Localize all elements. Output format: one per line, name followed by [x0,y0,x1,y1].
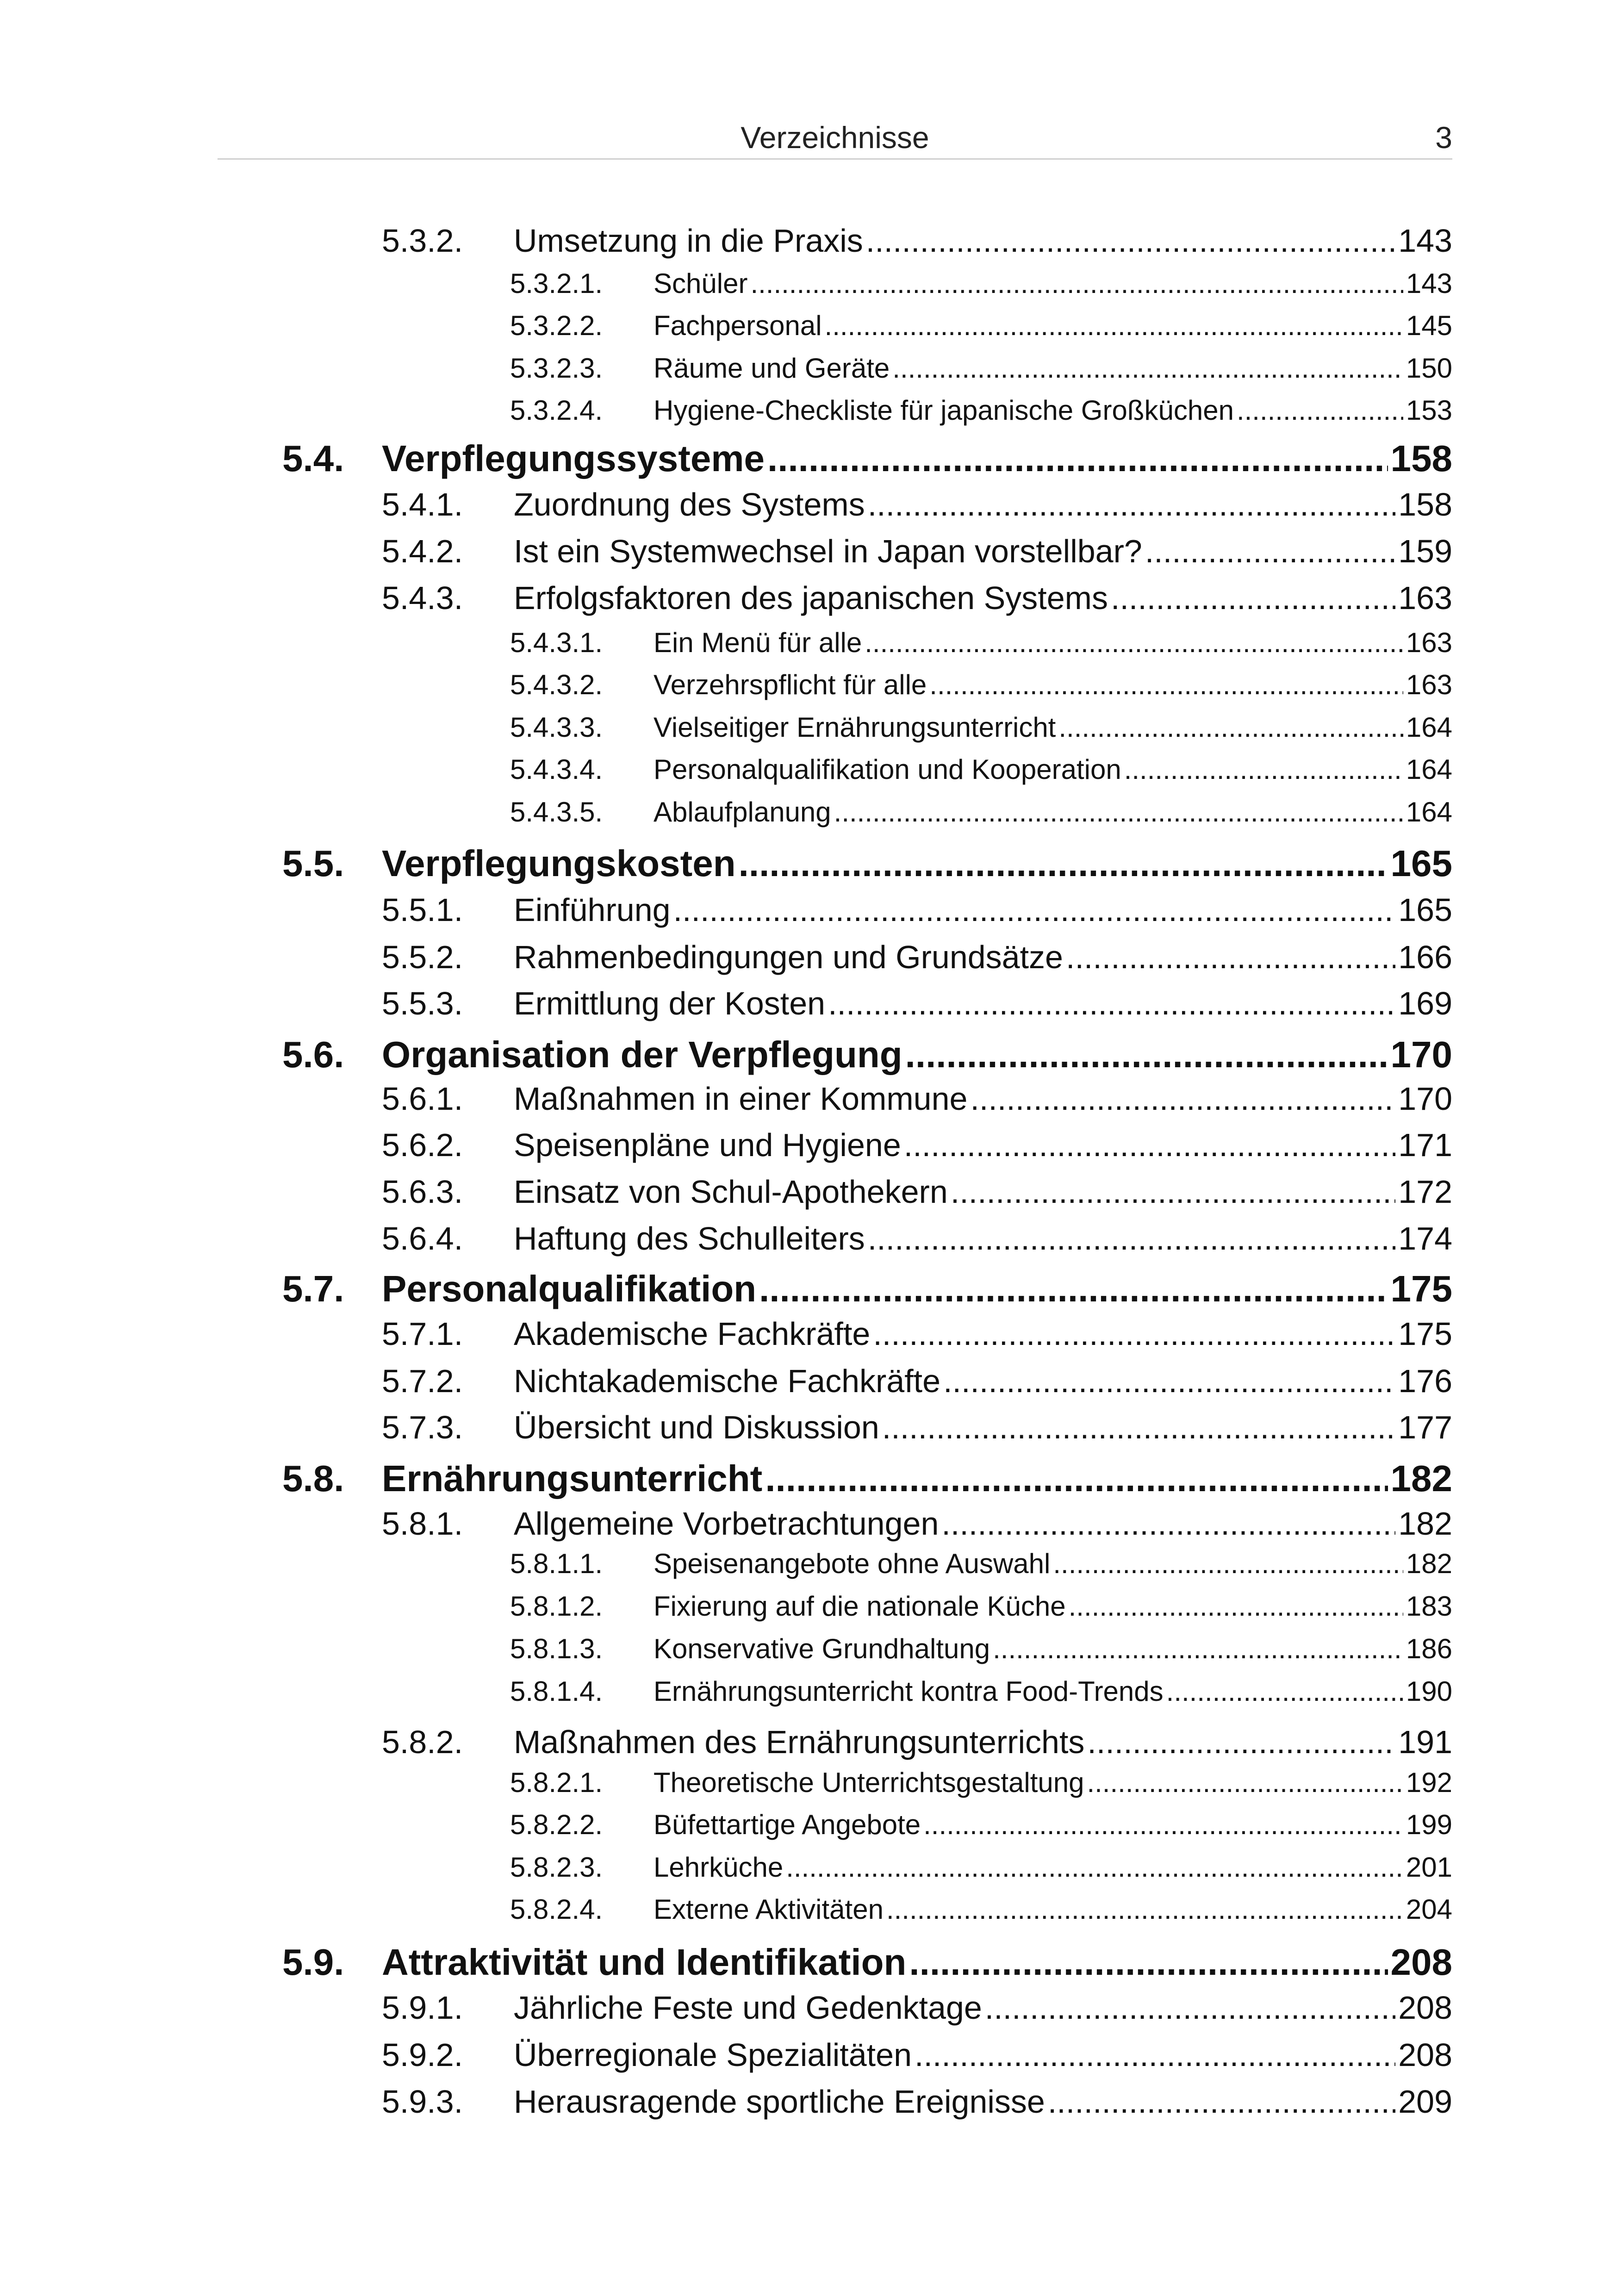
dot-leader [929,669,1403,701]
toc-entry-page: 166 [1398,939,1452,975]
toc-entry-level-3[interactable] [510,1675,1452,1712]
dot-leader [1069,1590,1403,1622]
toc-entry-page: 163 [1398,580,1452,616]
toc-entry-title: Lehrküche [653,1852,784,1883]
toc-entry-title: Akademische Fachkräfte [514,1316,871,1352]
toc-entry-page: 170 [1390,1034,1452,1075]
toc-entry-title: Ist ein Systemwechsel in Japan vorstellbar? [514,533,1142,569]
toc-entry-number: 5.8.2. [382,1724,463,1760]
toc-entry-page: 163 [1406,669,1452,700]
toc-entry-number: 5.9. [282,1941,344,1983]
toc-entry-level-3[interactable] [510,711,1452,748]
toc-entry-level-3[interactable] [510,268,1452,305]
toc-entry-title: Vielseitiger Ernährungsunterricht [653,712,1056,743]
toc-entry-title: Ablaufplanung [653,796,831,828]
toc-entry-number: 5.4.3.1. [510,627,603,658]
toc-entry-level-3[interactable] [510,1809,1452,1846]
toc-entry-number: 5.4.3.3. [510,712,603,743]
dot-leader [915,2036,1395,2073]
toc-entry-page: 209 [1398,2084,1452,2120]
toc-entry-level-3[interactable] [510,669,1452,706]
toc-entry-number: 5.3.2. [382,223,463,259]
toc-entry-level-2[interactable] [382,2036,1452,2078]
toc-entry-page: 158 [1390,438,1452,479]
toc-entry-title: Fixierung auf die nationale Küche [653,1591,1066,1622]
toc-entry-title: Erfolgsfaktoren des japanischen Systems [514,580,1108,616]
dot-leader [904,1126,1395,1164]
toc-entry-number: 5.5.1. [382,892,463,928]
toc-entry-page: 201 [1406,1852,1452,1883]
toc-entry-page: 164 [1406,754,1452,785]
toc-entry-title: Verzehrspflicht für alle [653,669,927,700]
toc-entry-title: Maßnahmen in einer Kommune [514,1081,968,1117]
toc-entry-page: 182 [1398,1506,1452,1542]
toc-entry-page: 163 [1406,627,1452,658]
page-number: 3 [1435,120,1452,155]
dot-leader [1111,579,1395,616]
toc-entry-level-3[interactable] [510,1548,1452,1585]
dot-leader [873,1315,1395,1352]
toc-entry-title: Maßnahmen des Ernährungsunterrichts [514,1724,1085,1760]
dot-leader [759,1268,1388,1310]
toc-entry-number: 5.4.2. [382,533,463,569]
toc-entry-title: Einsatz von Schul-Apothekern [514,1174,948,1210]
toc-entry-level-1[interactable] [282,1941,1452,1987]
toc-entry-number: 5.6.2. [382,1127,463,1163]
toc-entry-title: Ermittlung der Kosten [514,985,826,1021]
toc-entry-number: 5.7.2. [382,1363,463,1399]
toc-entry-level-3[interactable] [510,1590,1452,1627]
dot-leader [1048,2083,1395,2120]
toc-entry-page: 204 [1406,1894,1452,1925]
dot-leader [739,842,1388,885]
toc-entry-level-1[interactable] [282,842,1452,889]
toc-entry-title: Verpflegungskosten [382,843,736,884]
toc-entry-page: 192 [1406,1767,1452,1798]
toc-entry-page: 171 [1398,1127,1452,1163]
toc-entry-title: Umsetzung in die Praxis [514,223,863,259]
dot-leader [868,486,1395,523]
toc-entry-page: 150 [1406,353,1452,384]
dot-leader [943,1363,1395,1400]
toc-entry-level-3[interactable] [510,627,1452,664]
toc-entry-page: 158 [1398,486,1452,523]
dot-leader [825,310,1403,342]
toc-entry-page: 175 [1398,1316,1452,1352]
dot-leader [834,796,1403,828]
dot-leader [1145,533,1395,570]
dot-leader [765,1457,1388,1500]
toc-entry-page: 175 [1390,1268,1452,1309]
toc-entry-title: Speisenpläne und Hygiene [514,1127,901,1163]
toc-entry-title: Räume und Geräte [653,353,890,384]
toc-entry-title: Theoretische Unterrichtsgestaltung [653,1767,1084,1798]
toc-entry-number: 5.7.1. [382,1316,463,1352]
toc-entry-title: Übersicht und Diskussion [514,1409,879,1445]
toc-entry-level-2[interactable] [382,1363,1452,1404]
toc-entry-level-2[interactable] [382,1080,1452,1122]
toc-entry-number: 5.5.3. [382,985,463,1021]
toc-entry-title: Allgemeine Vorbetrachtungen [514,1506,939,1542]
toc-entry-page: 169 [1398,985,1452,1021]
toc-entry-number: 5.8.1. [382,1506,463,1542]
toc-entry-level-3[interactable] [510,796,1452,833]
toc-entry-level-2[interactable] [382,1505,1452,1547]
toc-entry-number: 5.3.2.1. [510,268,603,299]
toc-entry-level-3[interactable] [510,352,1452,389]
toc-entry-level-2[interactable] [382,579,1452,621]
toc-entry-title: Hygiene-Checkliste für japanische Großküchen [653,395,1234,426]
running-header [218,117,1452,160]
dot-leader [941,1505,1395,1542]
toc-entry-number: 5.8.2.2. [510,1809,603,1840]
toc-entry-page: 182 [1390,1458,1452,1499]
toc-entry-title: Verpflegungssysteme [382,438,765,479]
toc-entry-title: Überregionale Spezialitäten [514,2037,912,2073]
toc-entry-number: 5.5.2. [382,939,463,975]
toc-entry-number: 5.6.1. [382,1081,463,1117]
toc-entry-page: 176 [1398,1363,1452,1399]
toc-entry-number: 5.6. [282,1034,344,1075]
dot-leader [868,1220,1395,1257]
toc-entry-number: 5.4.3.2. [510,669,603,700]
toc-entry-title: Haftung des Schulleiters [514,1220,865,1257]
toc-entry-title: Rahmenbedingungen und Grundsätze [514,939,1063,975]
toc-entry-number: 5.4.3.5. [510,796,603,828]
toc-entry-level-3[interactable] [510,1851,1452,1888]
toc-entry-number: 5.5. [282,843,344,884]
toc-entry-level-2[interactable] [382,1724,1452,1765]
toc-entry-number: 5.4.1. [382,486,463,523]
toc-entry-title: Ein Menü für alle [653,627,862,658]
dot-leader [970,1080,1395,1117]
toc-entry-title: Schüler [653,268,748,299]
dot-leader [886,1893,1403,1925]
toc-entry-page: 186 [1406,1633,1452,1664]
dot-leader [1237,394,1403,426]
dot-leader [1053,1548,1403,1580]
dot-leader [1066,939,1395,976]
dot-leader [993,1633,1403,1665]
toc-entry-page: 170 [1398,1081,1452,1117]
toc-entry-page: 208 [1390,1941,1452,1983]
toc-entry-number: 5.9.3. [382,2084,463,2120]
toc-entry-page: 145 [1406,310,1452,341]
dot-leader [909,1941,1388,1984]
toc-entry-title: Ernährungsunterricht kontra Food-Trends [653,1676,1164,1707]
dot-leader [892,352,1403,384]
toc-entry-level-3[interactable] [510,310,1452,347]
dot-leader [951,1173,1395,1210]
toc-entry-title: Jährliche Feste und Gedenktage [514,1990,982,2026]
toc-entry-level-3[interactable] [510,1767,1452,1804]
toc-entry-page: 172 [1398,1174,1452,1210]
toc-entry-number: 5.9.1. [382,1990,463,2026]
dot-leader [1087,1767,1403,1798]
toc-entry-level-3[interactable] [510,753,1452,790]
toc-entry-page: 153 [1406,395,1452,426]
toc-entry-number: 5.3.2.4. [510,395,603,426]
toc-entry-level-1[interactable] [282,1268,1452,1314]
toc-entry-level-2[interactable] [382,222,1452,264]
toc-entry-level-2[interactable] [382,2083,1452,2125]
toc-entry-level-2[interactable] [382,1315,1452,1357]
toc-entry-number: 5.8.2.4. [510,1894,603,1925]
dot-leader [905,1033,1388,1076]
toc-entry-title: Nichtakademische Fachkräfte [514,1363,941,1399]
toc-entry-number: 5.7. [282,1268,344,1309]
toc-entry-number: 5.4.3. [382,580,463,616]
toc-entry-level-2[interactable] [382,533,1452,574]
toc-entry-title: Fachpersonal [653,310,822,341]
toc-entry-title: Organisation der Verpflegung [382,1034,902,1075]
toc-entry-page: 164 [1406,712,1452,743]
toc-entry-level-3[interactable] [510,1893,1452,1930]
toc-entry-title: Konservative Grundhaltung [653,1633,990,1664]
toc-entry-title: Personalqualifikation und Kooperation [653,754,1121,785]
toc-entry-title: Personalqualifikation [382,1268,757,1309]
toc-entry-page: 164 [1406,796,1452,828]
toc-entry-page: 159 [1398,533,1452,569]
toc-entry-page: 199 [1406,1809,1452,1840]
toc-entry-number: 5.8.2.1. [510,1767,603,1798]
toc-entry-number: 5.8.1.3. [510,1633,603,1664]
toc-entry-number: 5.8.1.4. [510,1676,603,1707]
dot-leader [985,1989,1395,2026]
toc-entry-page: 165 [1390,843,1452,884]
header-title: Verzeichnisse [741,120,929,155]
toc-entry-title: Zuordnung des Systems [514,486,865,523]
toc-entry-level-2[interactable] [382,486,1452,528]
toc-entry-number: 5.8. [282,1458,344,1499]
toc-entry-number: 5.4. [282,438,344,479]
toc-entry-page: 183 [1406,1591,1452,1622]
toc-entry-level-2[interactable] [382,985,1452,1027]
toc-entry-page: 208 [1398,2037,1452,2073]
toc-entry-number: 5.7.3. [382,1409,463,1445]
toc-entry-number: 5.8.2.3. [510,1852,603,1883]
toc-entry-title: Externe Aktivitäten [653,1894,884,1925]
toc-entry-page: 143 [1406,268,1452,299]
dot-leader [865,627,1403,659]
toc-entry-number: 5.6.3. [382,1174,463,1210]
toc-entry-level-1[interactable] [282,1457,1452,1504]
dot-leader [1058,711,1403,743]
toc-entry-page: 182 [1406,1548,1452,1579]
dot-leader [923,1809,1403,1841]
toc-entry-page: 190 [1406,1676,1452,1707]
dot-leader [750,268,1403,299]
toc-entry-number: 5.8.1.2. [510,1591,603,1622]
toc-entry-number: 5.4.3.4. [510,754,603,785]
toc-entry-level-1[interactable] [282,437,1452,484]
toc-entry-page: 174 [1398,1220,1452,1257]
toc-entry-level-2[interactable] [382,891,1452,933]
toc-entry-title: Ernährungsunterricht [382,1458,763,1499]
toc-entry-title: Einführung [514,892,671,928]
toc-entry-title: Attraktivität und Identifikation [382,1941,907,1983]
toc-entry-page: 165 [1398,892,1452,928]
toc-entry-title: Speisenangebote ohne Auswahl [653,1548,1051,1579]
toc-entry-page: 177 [1398,1409,1452,1445]
dot-leader [882,1409,1395,1446]
toc-entry-level-2[interactable] [382,1126,1452,1168]
dot-leader [1124,753,1403,785]
toc-entry-title: Büfettartige Angebote [653,1809,921,1840]
toc-entry-level-3[interactable] [510,1633,1452,1670]
dot-leader [767,437,1388,480]
toc-entry-page: 191 [1398,1724,1452,1760]
dot-leader [786,1851,1403,1883]
toc-entry-level-1[interactable] [282,1033,1452,1080]
toc-entry-number: 5.3.2.2. [510,310,603,341]
dot-leader [1166,1675,1403,1707]
toc-entry-level-2[interactable] [382,939,1452,980]
dot-leader [673,891,1396,928]
toc-entry-title: Herausragende sportliche Ereignisse [514,2084,1045,2120]
toc-entry-level-2[interactable] [382,1989,1452,2031]
toc-entry-level-3[interactable] [510,394,1452,431]
toc-entry-number: 5.8.1.1. [510,1548,603,1579]
dot-leader [1087,1724,1395,1761]
toc-entry-level-2[interactable] [382,1409,1452,1450]
toc-entry-level-2[interactable] [382,1173,1452,1215]
toc-entry-page: 143 [1398,223,1452,259]
toc-entry-level-2[interactable] [382,1220,1452,1262]
toc-entry-number: 5.6.4. [382,1220,463,1257]
toc-entry-number: 5.9.2. [382,2037,463,2073]
toc-entry-number: 5.3.2.3. [510,353,603,384]
dot-leader [866,222,1395,259]
toc-entry-page: 208 [1398,1990,1452,2026]
dot-leader [828,985,1395,1022]
